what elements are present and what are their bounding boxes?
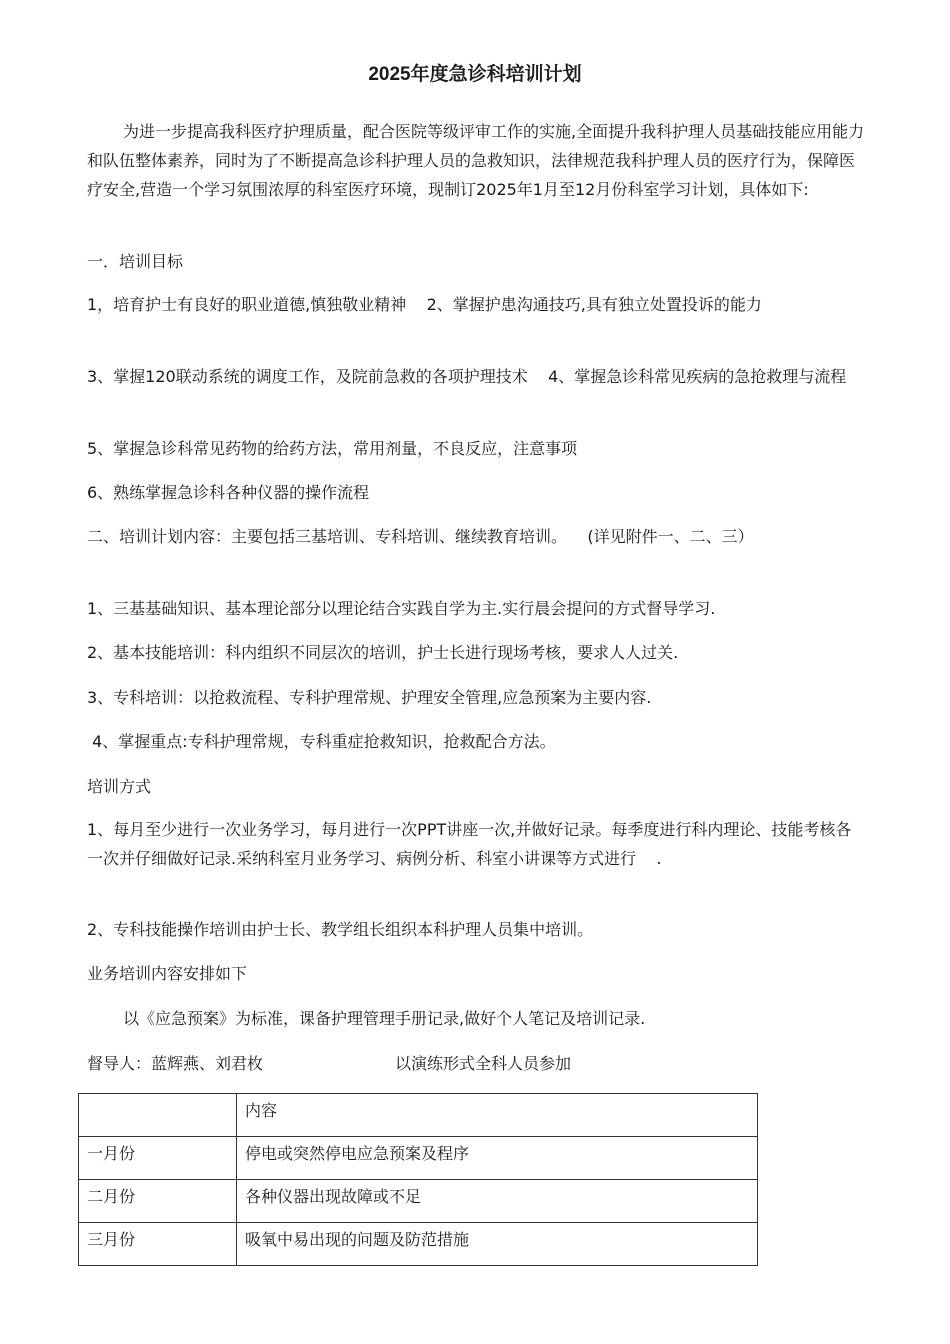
content-item-1: 1、三基基础知识、基本理论部分以理论结合实践自学为主.实行晨会提问的方式督导学习. xyxy=(87,599,716,618)
method-item-2: 2、专科技能操作培训由护士长、教学组长组织本科护理人员集中培训。 xyxy=(87,920,594,939)
content-cell: 各种仪器出现故障或不足 xyxy=(237,1180,758,1223)
supervisor-text: 督导人：蓝辉燕、刘君枚 xyxy=(87,1054,264,1073)
content-item-4: 4、掌握重点:专科护理常规，专科重症抢救知识，抢救配合方法。 xyxy=(87,732,556,751)
document-title: 2025年度急诊科培训计划 xyxy=(368,64,582,85)
goal-item-5: 5、掌握急诊科常见药物的给药方法，常用剂量，不良反应，注意事项 xyxy=(87,439,578,458)
table-header-row xyxy=(79,1094,758,1137)
goal-item-1-2: 1，培育护士有良好的职业道德,慎独敬业精神 2、掌握护患沟通技巧,具有独立处置投诉的能力 xyxy=(87,295,762,314)
schedule-intro: 以《应急预案》为标准，课备护理管理手册记录,做好个人笔记及培训记录. xyxy=(123,1009,646,1028)
section-heading-content: 二、培训计划内容：主要包括三基培训、专科培训、继续教育培训。 (详见附件一、二、三） xyxy=(87,527,754,546)
table-row xyxy=(79,1180,758,1223)
participation-text: 以演练形式全科人员参加 xyxy=(395,1054,572,1073)
table-row xyxy=(79,1223,758,1266)
month-cell: 一月份 xyxy=(79,1137,237,1180)
content-item-2: 2、基本技能培训：科内组织不同层次的培训，护士长进行现场考核，要求人人过关. xyxy=(87,643,679,662)
table-header-cell xyxy=(79,1094,237,1137)
goal-item-3-4: 3、掌握120联动系统的调度工作，及院前急救的各项护理技术 4、掌握急诊科常见疾病的急抢救理与流程 xyxy=(87,367,847,386)
section-heading-schedule: 业务培训内容安排如下 xyxy=(87,964,248,983)
training-schedule-table xyxy=(78,1093,758,1266)
month-cell: 三月份 xyxy=(79,1223,237,1266)
content-cell: 吸氧中易出现的问题及防范措施 xyxy=(237,1223,758,1266)
goal-item-6: 6、熟练掌握急诊科各种仪器的操作流程 xyxy=(87,483,370,502)
month-cell: 二月份 xyxy=(79,1180,237,1223)
section-heading-method: 培训方式 xyxy=(87,777,152,796)
method-item-1: 1、每月至少进行一次业务学习，每月进行一次PPT讲座一次,并做好记录。每季度进行科内理论、技能考核各一次并仔细做好记录.采纳科室月业务学习、病例分析、科室小讲课等方式进行 . xyxy=(87,820,852,868)
content-item-3: 3、专科培训：以抢救流程、专科护理常规、护理安全管理,应急预案为主要内容. xyxy=(87,688,652,707)
table-header-cell: 内容 xyxy=(237,1094,758,1137)
intro-paragraph: 为进一步提高我科医疗护理质量，配合医院等级评审工作的实施,全面提升我科护理人员基础技能应用能力和队伍整体素养，同时为了不断提高急诊科护理人员的急救知识，法律规范我科护理人员的医疗行为，保障医疗安全,营造一个学习氛围浓厚的科室医疗环境，现制订2025年1月至12月份科室学习计划，具体如下: xyxy=(87,122,865,199)
section-heading-goals: 一．培训目标 xyxy=(87,252,184,271)
table-row xyxy=(79,1137,758,1180)
content-cell: 停电或突然停电应急预案及程序 xyxy=(237,1137,758,1180)
